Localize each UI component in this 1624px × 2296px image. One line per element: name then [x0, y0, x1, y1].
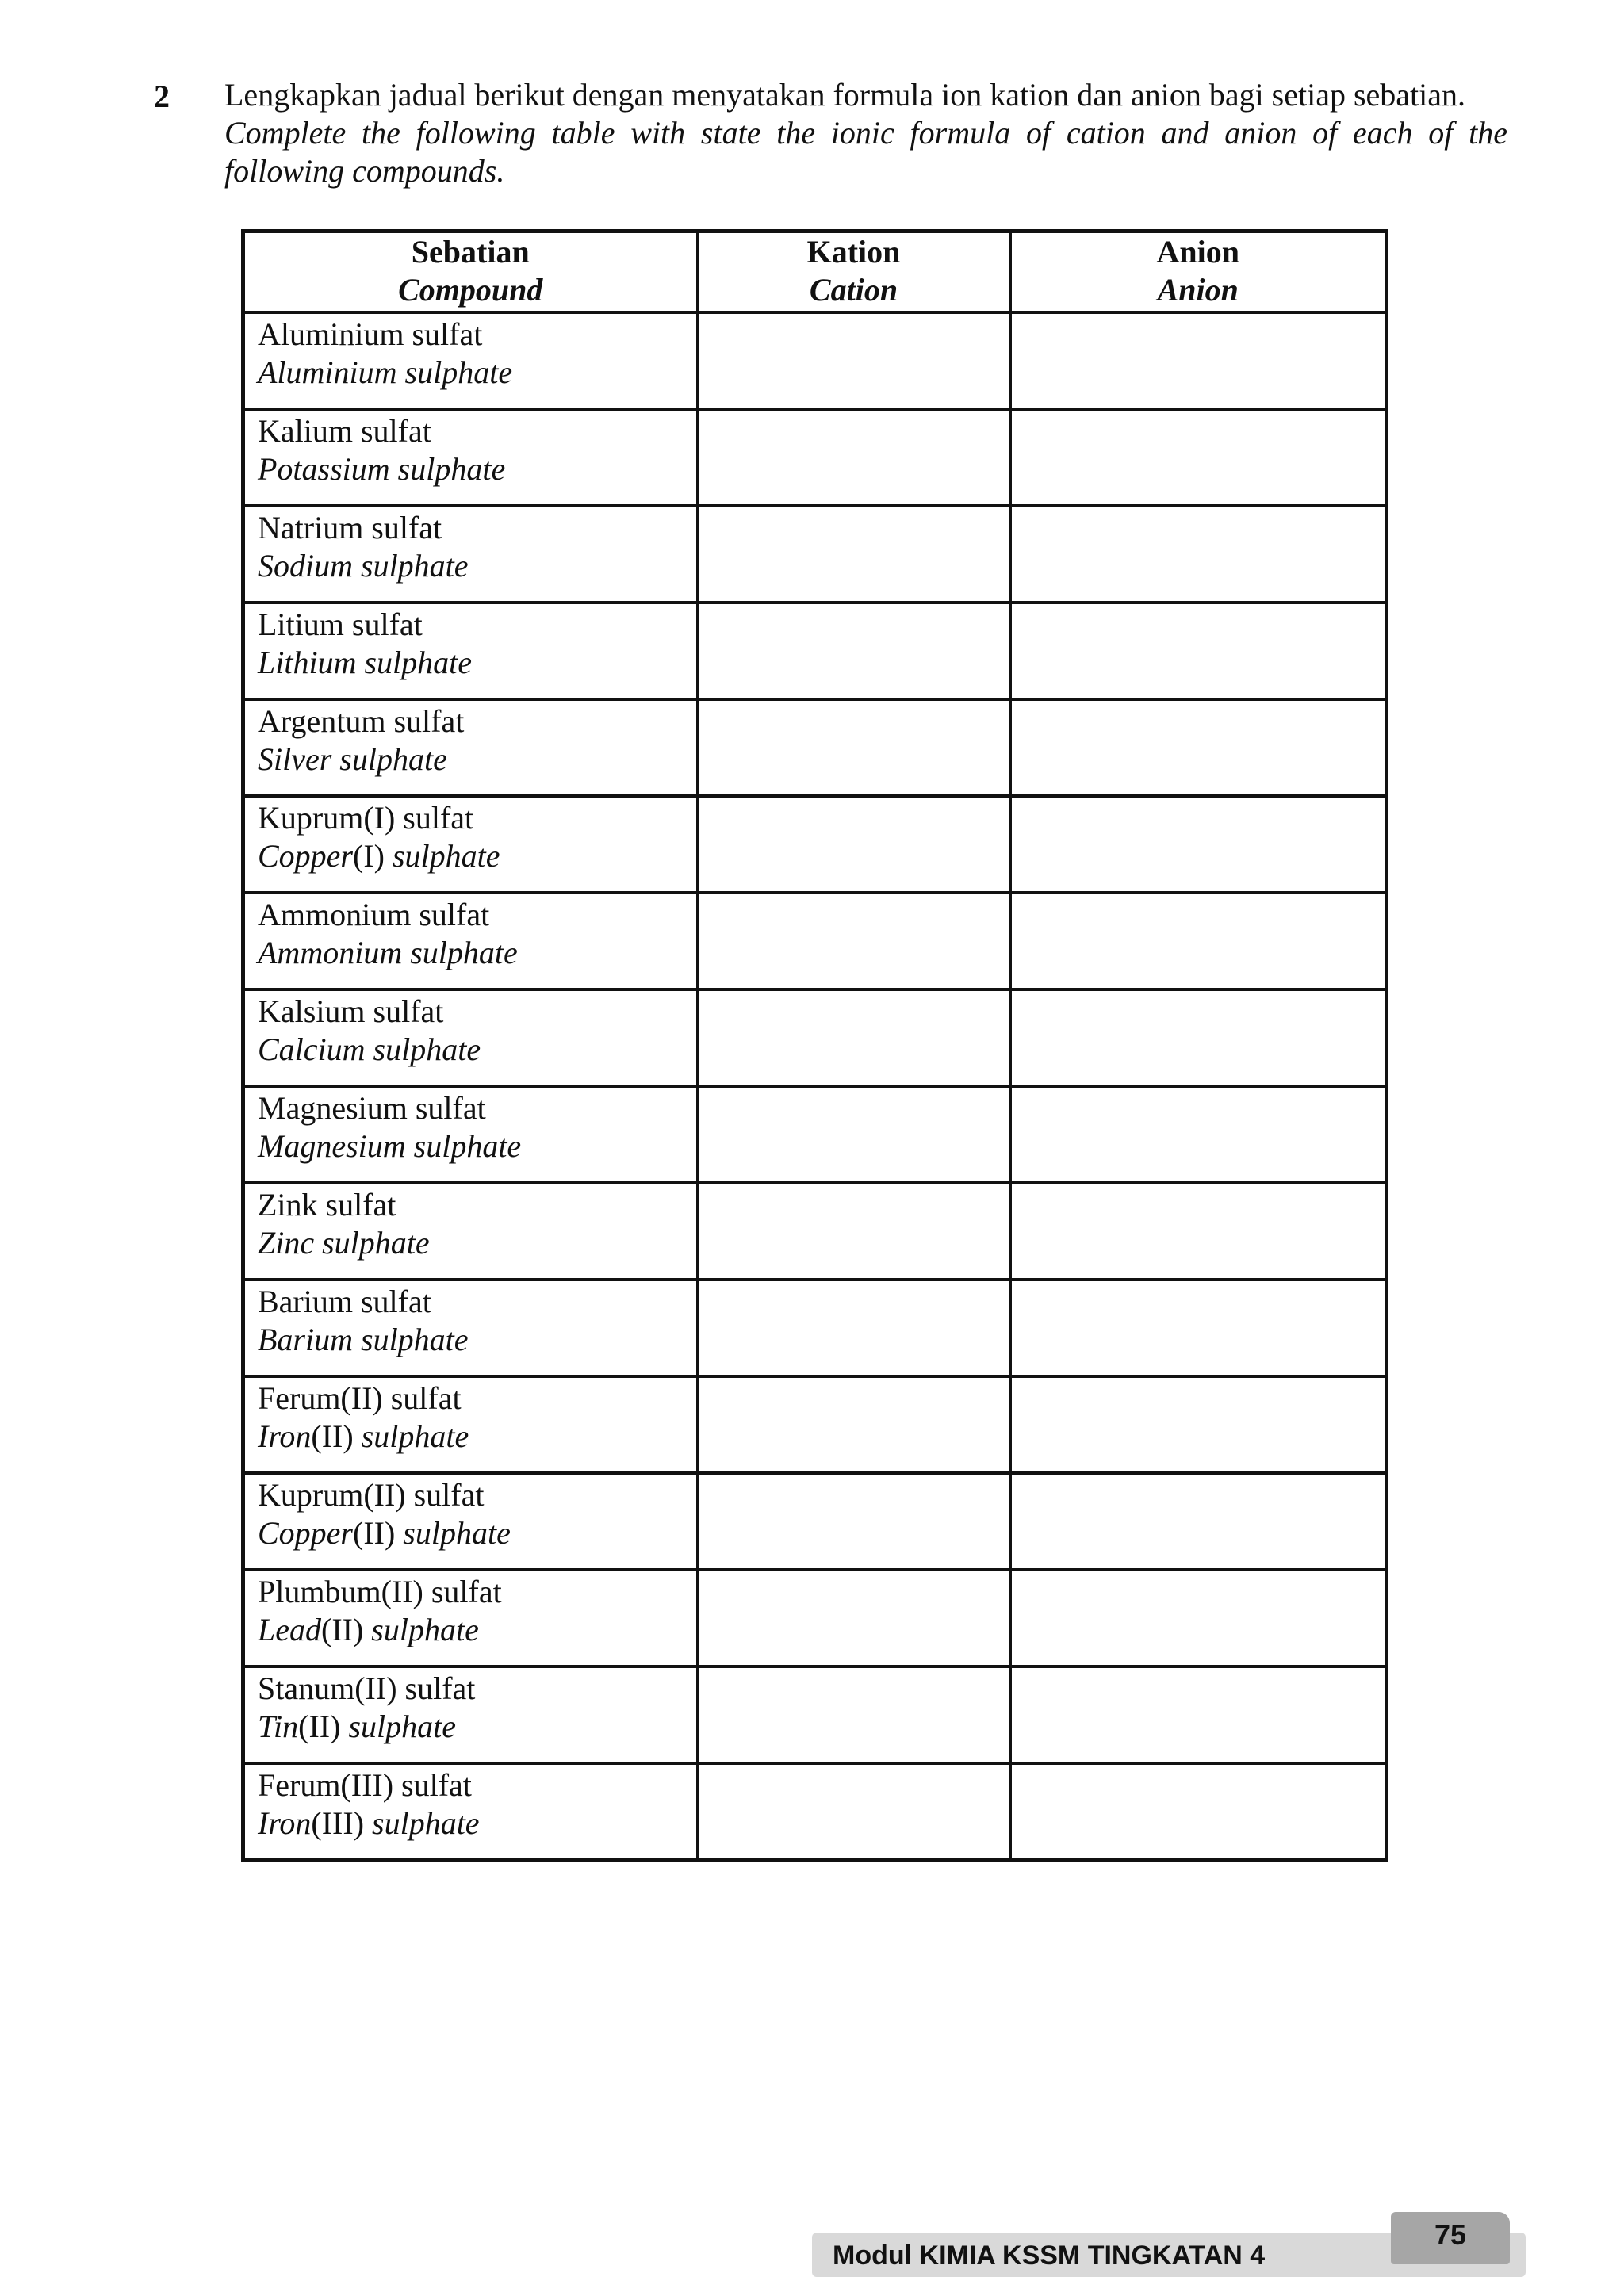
anion-answer-cell[interactable]	[1010, 506, 1387, 603]
anion-answer-cell[interactable]	[1010, 312, 1387, 409]
compound-name-english	[258, 1127, 684, 1165]
compound-name-english-part: Sodium sulphate	[258, 548, 469, 584]
header-anion	[1010, 232, 1387, 313]
oxidation-state: (I)	[353, 838, 385, 874]
table-row	[243, 1667, 1387, 1763]
compound-name-malay: Litium sulfat	[258, 607, 423, 642]
table-row	[243, 603, 1387, 699]
compound-cell	[243, 603, 698, 699]
header-cation	[698, 232, 1010, 313]
cation-answer-cell[interactable]	[698, 796, 1010, 893]
anion-answer-cell[interactable]	[1010, 1280, 1387, 1376]
question-malay: Lengkapkan jadual berikut dengan menyatakan formula ion kation dan anion bagi setiap sebatian.	[224, 77, 1466, 113]
compound-name-english-part: Barium sulphate	[258, 1322, 469, 1357]
table-row	[243, 312, 1387, 409]
question-number: 2	[154, 78, 170, 114]
compound-name-malay: Kalsium sulfat	[258, 993, 444, 1029]
compound-cell	[243, 989, 698, 1086]
oxidation-state: (II)	[298, 1709, 341, 1744]
compound-cell	[243, 1183, 698, 1280]
compound-name-english	[258, 837, 684, 875]
table-header-row	[243, 232, 1387, 313]
compound-name-english	[258, 740, 684, 779]
cation-answer-cell[interactable]	[698, 1473, 1010, 1570]
compound-name-english-part: Copper	[258, 1515, 353, 1551]
compound-name-malay: Aluminium sulfat	[258, 316, 483, 352]
compound-name-english	[258, 354, 684, 392]
compound-name-malay: Plumbum(II) sulfat	[258, 1574, 502, 1609]
oxidation-state: (II)	[311, 1418, 354, 1454]
compound-name-english	[258, 1514, 684, 1552]
compound-name-english-part: Lead	[258, 1612, 321, 1647]
cation-answer-cell[interactable]	[698, 1183, 1010, 1280]
anion-answer-cell[interactable]	[1010, 1473, 1387, 1570]
anion-answer-cell[interactable]	[1010, 1667, 1387, 1763]
anion-answer-cell[interactable]	[1010, 893, 1387, 989]
compound-cell	[243, 1570, 698, 1667]
header-compound	[243, 232, 698, 313]
compound-name-english	[258, 1224, 684, 1262]
cation-answer-cell[interactable]	[698, 603, 1010, 699]
cation-answer-cell[interactable]	[698, 506, 1010, 603]
cation-answer-cell[interactable]	[698, 1280, 1010, 1376]
header-label-english: Anion	[1157, 272, 1239, 308]
compound-name-malay: Ferum(III) sulfat	[258, 1767, 472, 1803]
compound-name-english-suffix: sulphate	[384, 838, 500, 874]
anion-answer-cell[interactable]	[1010, 989, 1387, 1086]
compound-cell	[243, 796, 698, 893]
compound-name-english-part: Copper	[258, 838, 353, 874]
compound-name-english-part: Lithium sulphate	[258, 645, 473, 680]
compound-name-english-part: Aluminium sulphate	[258, 354, 513, 390]
header-label-malay: Sebatian	[411, 234, 530, 270]
compound-name-english	[258, 644, 684, 682]
cation-answer-cell[interactable]	[698, 312, 1010, 409]
anion-answer-cell[interactable]	[1010, 603, 1387, 699]
compound-name-malay: Zink sulfat	[258, 1187, 396, 1223]
ion-formula-table	[241, 229, 1388, 1862]
module-title: Modul KIMIA KSSM TINGKATAN 4	[833, 2241, 1266, 2271]
compound-cell	[243, 1086, 698, 1183]
compound-name-malay: Barium sulfat	[258, 1284, 431, 1319]
compound-name-english	[258, 1611, 684, 1649]
compound-name-malay: Natrium sulfat	[258, 510, 442, 545]
table-row	[243, 1763, 1387, 1861]
table-row	[243, 1086, 1387, 1183]
compound-name-english-suffix: sulphate	[363, 1612, 479, 1647]
compound-name-malay: Kalium sulfat	[258, 413, 431, 449]
anion-answer-cell[interactable]	[1010, 409, 1387, 506]
compound-cell	[243, 699, 698, 796]
table-row	[243, 506, 1387, 603]
question-english: Complete the following table with state the ionic formula of cation and anion of each of the following compounds.	[224, 115, 1507, 189]
table-row	[243, 989, 1387, 1086]
compound-name-malay: Magnesium sulfat	[258, 1090, 486, 1126]
compound-cell	[243, 1763, 698, 1861]
anion-answer-cell[interactable]	[1010, 1570, 1387, 1667]
anion-answer-cell[interactable]	[1010, 796, 1387, 893]
cation-answer-cell[interactable]	[698, 1086, 1010, 1183]
compound-name-english-part: Magnesium sulphate	[258, 1128, 522, 1164]
compound-name-english	[258, 1708, 684, 1746]
compound-cell	[243, 893, 698, 989]
compound-name-malay: Stanum(II) sulfat	[258, 1670, 476, 1706]
compound-name-english	[258, 1321, 684, 1359]
compound-name-english-part: Iron	[258, 1418, 312, 1454]
compound-name-malay: Ammonium sulfat	[258, 897, 490, 932]
compound-name-english	[258, 450, 684, 488]
cation-answer-cell[interactable]	[698, 989, 1010, 1086]
header-label-malay: Kation	[806, 234, 901, 270]
anion-answer-cell[interactable]	[1010, 1763, 1387, 1861]
cation-answer-cell[interactable]	[698, 1667, 1010, 1763]
compound-name-english-part: Iron	[258, 1805, 312, 1841]
compound-cell	[243, 312, 698, 409]
compound-name-english	[258, 1418, 684, 1456]
header-label-english: Cation	[809, 272, 898, 308]
cation-answer-cell[interactable]	[698, 1763, 1010, 1861]
table-row	[243, 1183, 1387, 1280]
compound-name-english-part: Calcium sulphate	[258, 1031, 481, 1067]
compound-name-english-suffix: sulphate	[395, 1515, 511, 1551]
compound-name-english	[258, 1031, 684, 1069]
compound-cell	[243, 1667, 698, 1763]
compound-name-english-suffix: sulphate	[364, 1805, 480, 1841]
compound-cell	[243, 1376, 698, 1473]
table-row	[243, 1473, 1387, 1570]
cation-answer-cell[interactable]	[698, 1376, 1010, 1473]
page-number: 75	[1434, 2218, 1467, 2251]
compound-name-english-part: Ammonium sulphate	[258, 935, 518, 970]
anion-answer-cell[interactable]	[1010, 1376, 1387, 1473]
compound-name-english	[258, 1804, 684, 1843]
compound-name-malay: Ferum(II) sulfat	[258, 1380, 462, 1416]
cation-answer-cell[interactable]	[698, 409, 1010, 506]
cation-answer-cell[interactable]	[698, 699, 1010, 796]
header-label-english: Compound	[398, 272, 543, 308]
table-row	[243, 409, 1387, 506]
cation-answer-cell[interactable]	[698, 893, 1010, 989]
compound-cell	[243, 1473, 698, 1570]
compound-name-english-part: Potassium sulphate	[258, 451, 506, 487]
compound-name-english-part: Zinc sulphate	[258, 1225, 430, 1261]
table-row	[243, 1280, 1387, 1376]
compound-name-english	[258, 934, 684, 972]
table-row	[243, 1570, 1387, 1667]
table-row	[243, 893, 1387, 989]
header-label-malay: Anion	[1156, 234, 1239, 270]
compound-cell	[243, 1280, 698, 1376]
anion-answer-cell[interactable]	[1010, 699, 1387, 796]
anion-answer-cell[interactable]	[1010, 1183, 1387, 1280]
compound-name-malay: Argentum sulfat	[258, 703, 465, 739]
compound-name-english	[258, 547, 684, 585]
cation-answer-cell[interactable]	[698, 1570, 1010, 1667]
anion-answer-cell[interactable]	[1010, 1086, 1387, 1183]
compound-cell	[243, 409, 698, 506]
table-row	[243, 1376, 1387, 1473]
compound-name-english-suffix: sulphate	[353, 1418, 469, 1454]
compound-name-english-part: Silver sulphate	[258, 741, 447, 777]
oxidation-state: (II)	[321, 1612, 364, 1647]
oxidation-state: (III)	[311, 1805, 365, 1841]
table-row	[243, 796, 1387, 893]
oxidation-state: (II)	[353, 1515, 396, 1551]
compound-name-malay: Kuprum(I) sulfat	[258, 800, 474, 836]
compound-name-english-part: Tin	[258, 1709, 299, 1744]
table-row	[243, 699, 1387, 796]
table-body	[243, 312, 1387, 1861]
compound-cell	[243, 506, 698, 603]
compound-name-english-suffix: sulphate	[340, 1709, 456, 1744]
compound-name-malay: Kuprum(II) sulfat	[258, 1477, 485, 1513]
question-text	[224, 76, 1507, 190]
